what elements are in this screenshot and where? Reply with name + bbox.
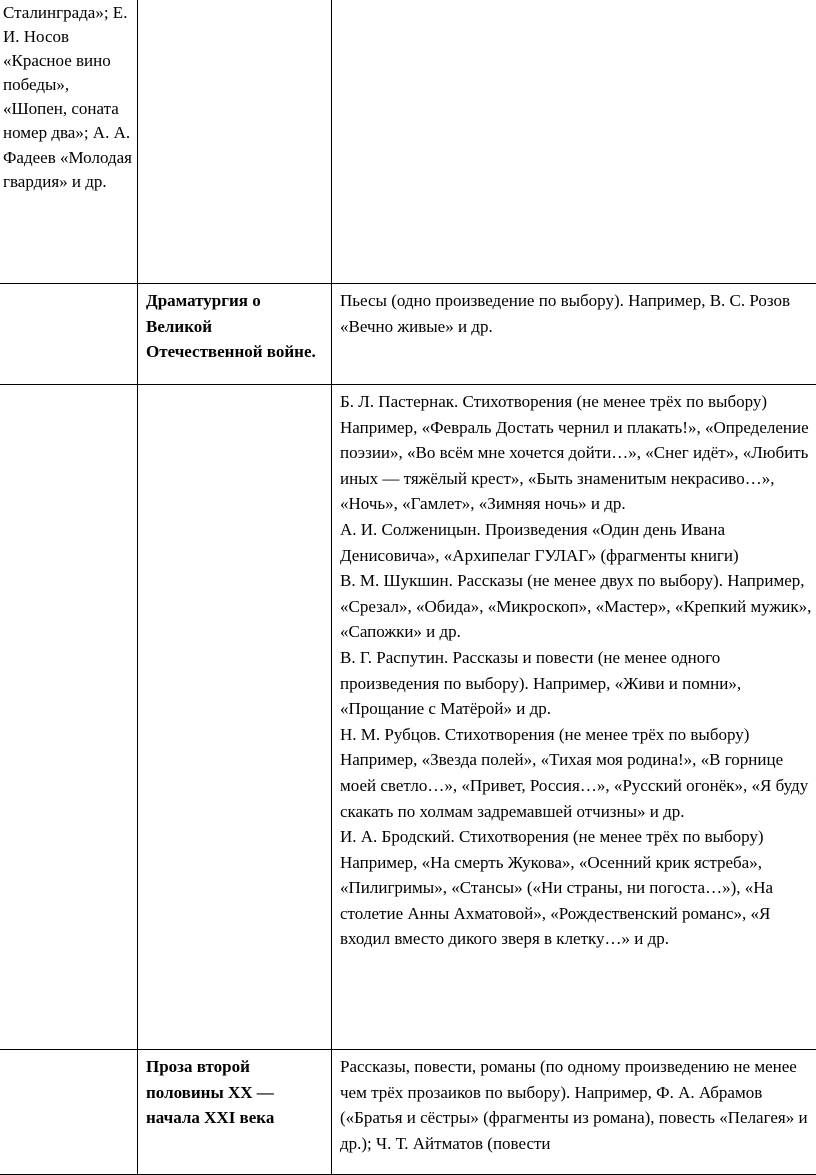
cell-text [0,284,137,384]
table-cell-empty [0,385,138,1050]
cell-text [138,0,331,281]
works-list [332,385,816,1049]
cell-text [138,385,331,1049]
cell-text [332,0,816,281]
table-cell-empty [138,0,332,284]
cell-text: Сталинграда»; Е. И. Носов «Красное вино победы», «Шопен, соната номер два»; А. А. Фадеев «Молодая гвардия» и др. [0,0,137,283]
table-cell-empty [332,0,816,284]
table-cell-works [332,1050,816,1175]
table-row [0,385,816,1050]
works-text: Рассказы, повести, романы (по одному произведению не менее чем трёх прозаиков по выбору). Например, Ф. А. Абрамов («Братья и сёстры» (фрагменты из романа), повесть «Пелагея» и др.); Ч. Т. Айтматов (повести [332,1050,816,1174]
works-paragraph: А. И. Солженицын. Произведения «Один день Ивана Денисовича», «Архипелаг ГУЛАГ» (фрагменты книги) [340,517,813,568]
table-cell-empty [0,1050,138,1175]
cell-text [0,1050,137,1174]
table-cell-works [332,284,816,385]
works-paragraph: «Пилигримы», «Стансы» («Ни страны, ни погоста…»), «На столетие Анны Ахматовой», «Рождественский романс», «Я входил вместо дикого зверя в клетку…» и др. [340,875,813,952]
works-paragraph: И. А. Бродский. Стихотворения (не менее трёх по выбору) Например, «На смерть Жукова», «Осенний крик ястреба», [340,824,813,875]
table-cell-topic [138,1050,332,1175]
cell-text [0,385,137,1049]
works-paragraph: Н. М. Рубцов. Стихотворения (не менее трёх по выбору) Например, «Звезда полей», «Тихая моя родина!», «В горнице моей светло…», «Привет, Россия…», «Русский огонёк», «Я буду скакать по холмам задремавшей отчизны» и др. [340,722,813,824]
works-text: Пьесы (одно произведение по выбору). Например, В. С. Розов «Вечно живые» и др. [332,284,816,384]
works-paragraph: В. Г. Распутин. Рассказы и повести (не менее одного произведения по выбору). Например, «Живи и помни», «Прощание с Матёрой» и др. [340,645,813,722]
table-cell-topic [138,284,332,385]
table-row [0,0,816,284]
works-paragraph: В. М. Шукшин. Рассказы (не менее двух по выбору). Например, «Срезал», «Обида», «Микроскоп», «Мастер», «Крепкий мужик», «Сапожки» и др. [340,568,813,645]
table-cell-works [332,385,816,1050]
table-cell-empty [138,385,332,1050]
table-row [0,284,816,385]
table-cell-empty [0,284,138,385]
topic-heading: Проза второй половины XX — начала XXI века [138,1050,331,1174]
works-paragraph: Б. Л. Пастернак. Стихотворения (не менее трёх по выбору) Например, «Февраль Достать чернил и плакать!», «Определение поэзии», «Во всём мне хочется дойти…», «Снег идёт», «Любить иных — тяжёлый крест», «Быть знаменитым некрасиво…», «Ночь», «Гамлет», «Зимняя ночь» и др. [340,389,813,517]
topic-heading: Драматургия о Великой Отечественной войне. [138,284,331,384]
table-row [0,1050,816,1175]
table-cell-author-list [0,0,138,284]
